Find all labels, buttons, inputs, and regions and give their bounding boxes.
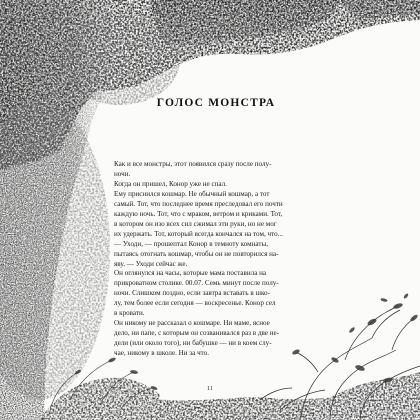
text-line: чае, никому в школе. Ни за что. bbox=[114, 349, 209, 358]
text-line: каждую ночь. Тот, что с мраком, ветром и криками. Тот, bbox=[114, 209, 283, 218]
text-line: Он никому не рассказал о кошмаре. Ни маме, ясное bbox=[114, 319, 270, 328]
text-line: ночи. Слишком поздно, если завтра вставать в шко- bbox=[114, 289, 270, 298]
text-line: Ему приснился кошмар. Не обычный кошмар, а тот bbox=[114, 189, 270, 198]
text-line: дело, ни папе, с которым он созванивался раз в две не- bbox=[114, 329, 280, 338]
text-line: ночи. bbox=[114, 169, 131, 178]
text-line: самый. Тот, что последнее время преследовал его почти bbox=[114, 199, 283, 208]
body-text bbox=[114, 160, 324, 359]
chapter-title: ГОЛОС МОНСТРА bbox=[156, 97, 276, 109]
text-line: в кровати. bbox=[114, 309, 145, 318]
text-line: лу, тем более если сегодня — воскресенье. Конор сел bbox=[114, 299, 276, 308]
text-line: яву. — Уходи сейчас же. bbox=[114, 259, 188, 268]
text-line: их удержать. Тот, который всегда кончался на том, что... bbox=[114, 229, 283, 238]
text-line: Он оглянулся на часы, которые мама поставила на bbox=[114, 269, 267, 278]
text-line: Когда он пришел, Конор уже не спал. bbox=[114, 179, 227, 188]
text-line: дели (или около того), ни бабушке — ни в коем слу- bbox=[114, 339, 272, 348]
text-line: — Уходи, — прошептал Конор в темноту комнаты, bbox=[114, 239, 269, 248]
text-line: прикроватном столике. 00.07. Семь минут после полу- bbox=[114, 279, 279, 288]
text-line: в котором он изо всех сил сжимал эти руки, но не мог bbox=[114, 219, 277, 228]
text-line: пытаясь отогнать кошмар, чтобы он не повторился на- bbox=[114, 249, 279, 258]
undergrowth bbox=[40, 372, 420, 420]
page-number: 11 bbox=[206, 385, 214, 392]
text-line: Как и все монстры, этот появился сразу после полу- bbox=[114, 160, 272, 168]
